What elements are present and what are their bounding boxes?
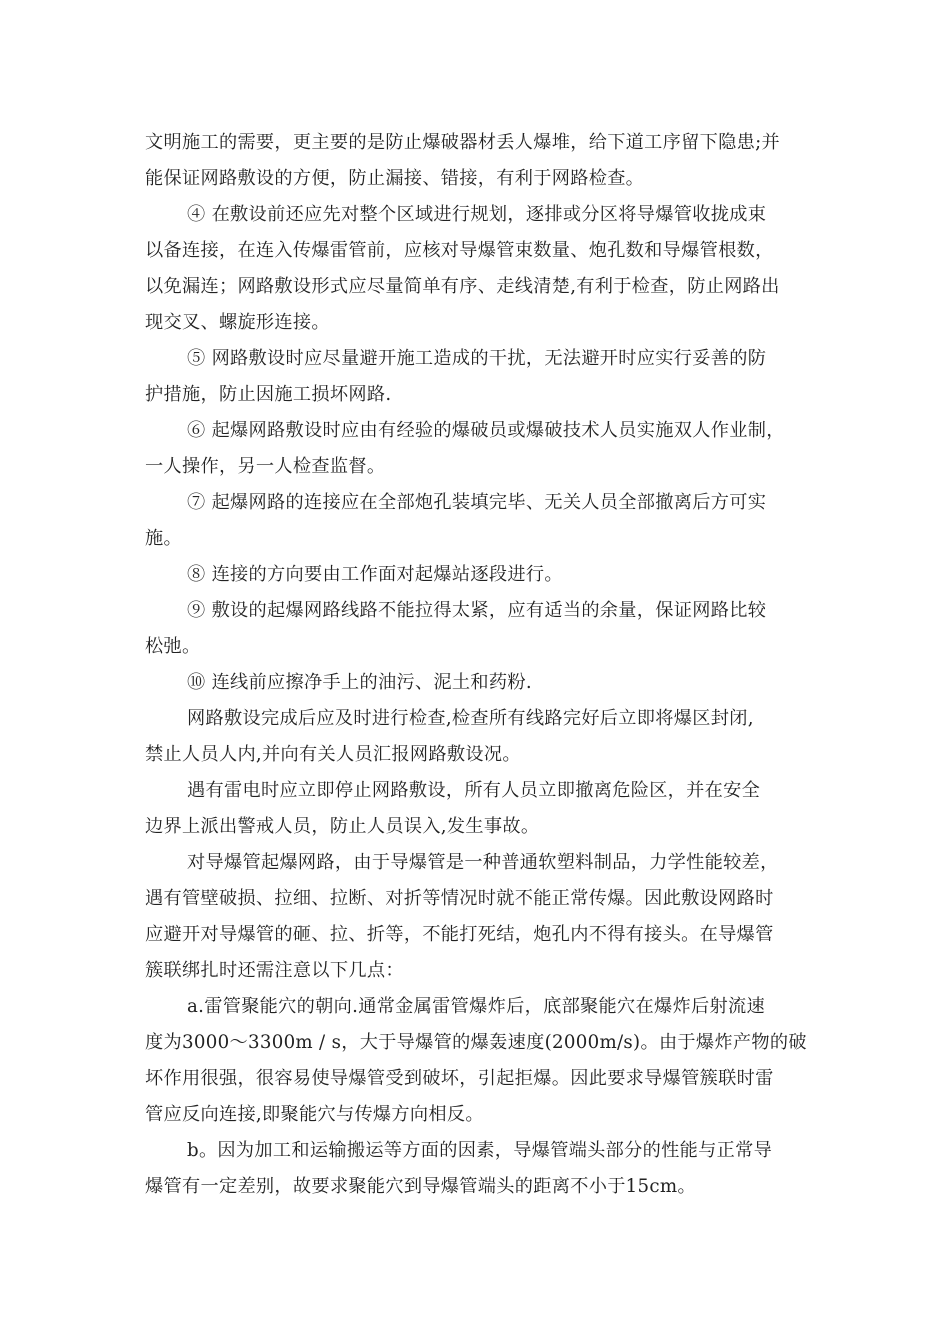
text-line: 爆管有一定差别，故要求聚能穴到导爆管端头的距离不小于15cm。 — [145, 1176, 696, 1197]
text-line: 现交叉、螺旋形连接。 — [145, 312, 330, 333]
text-line: ⑧ 连接的方向要由工作面对起爆站逐段进行。 — [187, 564, 563, 585]
text-line: ⑨ 敷设的起爆网路线路不能拉得太紧，应有适当的余量，保证网路比较 — [187, 600, 767, 621]
text-line: 管应反向连接,即聚能穴与传爆方向相反。 — [145, 1104, 484, 1125]
text-line: 松弛。 — [145, 636, 201, 657]
document-body — [145, 125, 815, 1205]
text-line: 文明施工的需要，更主要的是防止爆破器材丢人爆堆，给下道工序留下隐患;并 — [145, 132, 781, 153]
text-line: 对导爆管起爆网路，由于导爆管是一种普通软塑料制品，力学性能较差， — [187, 852, 779, 873]
text-line: ⑤ 网路敷设时应尽量避开施工造成的干扰，无法避开时应实行妥善的防 — [187, 348, 767, 369]
text-line: ④ 在敷设前还应先对整个区域进行规划，逐排或分区将导爆管收拢成束 — [187, 204, 767, 225]
text-line: 以免漏连；网路敷设形式应尽量简单有序、走线清楚,有利于检查，防止网路出 — [145, 276, 780, 297]
text-line: b。因为加工和运输搬运等方面的因素，导爆管端头部分的性能与正常导 — [187, 1140, 773, 1161]
text-line: 应避开对导爆管的砸、拉、折等，不能打死结，炮孔内不得有接头。在导爆管 — [145, 924, 774, 945]
text-line: 遇有管壁破损、拉细、拉断、对折等情况时就不能正常传爆。因此敷设网路时 — [145, 888, 774, 909]
text-line: 边界上派出警戒人员，防止人员误入,发生事故。 — [145, 816, 540, 837]
text-line: 一人操作，另一人检查监督。 — [145, 456, 386, 477]
text-line: a.雷管聚能穴的朝向.通常金属雷管爆炸后，底部聚能穴在爆炸后射流速 — [187, 996, 765, 1017]
text-line: ⑩ 连线前应擦净手上的油污、泥土和药粉. — [187, 672, 532, 693]
text-line: 禁止人员人内,并向有关人员汇报网路敷设况。 — [145, 744, 521, 765]
text-line: 度为3000～3300m / s，大于导爆管的爆轰速度(2000m/s)。由于爆炸产物的破 — [145, 1032, 807, 1053]
text-line: 簇联绑扎时还需注意以下几点： — [145, 960, 404, 981]
text-line: 能保证网路敷设的方便，防止漏接、错接，有利于网路检查。 — [145, 168, 645, 189]
text-line: 遇有雷电时应立即停止网路敷设，所有人员立即撤离危险区，并在安全 — [187, 780, 761, 801]
text-line: 护措施，防止因施工损坏网路. — [145, 384, 392, 405]
text-line: 网路敷设完成后应及时进行检查,检查所有线路完好后立即将爆区封闭, — [187, 708, 754, 729]
text-line: 施。 — [145, 528, 182, 549]
text-line: ⑥ 起爆网路敷设时应由有经验的爆破员或爆破技术人员实施双人作业制， — [187, 420, 785, 441]
text-line: 以备连接，在连入传爆雷管前，应核对导爆管束数量、炮孔数和导爆管根数， — [145, 240, 774, 261]
text-line: 坏作用很强，很容易使导爆管受到破坏，引起拒爆。因此要求导爆管簇联时雷 — [145, 1068, 774, 1089]
text-line: ⑦ 起爆网路的连接应在全部炮孔装填完毕、无关人员全部撤离后方可实 — [187, 492, 767, 513]
